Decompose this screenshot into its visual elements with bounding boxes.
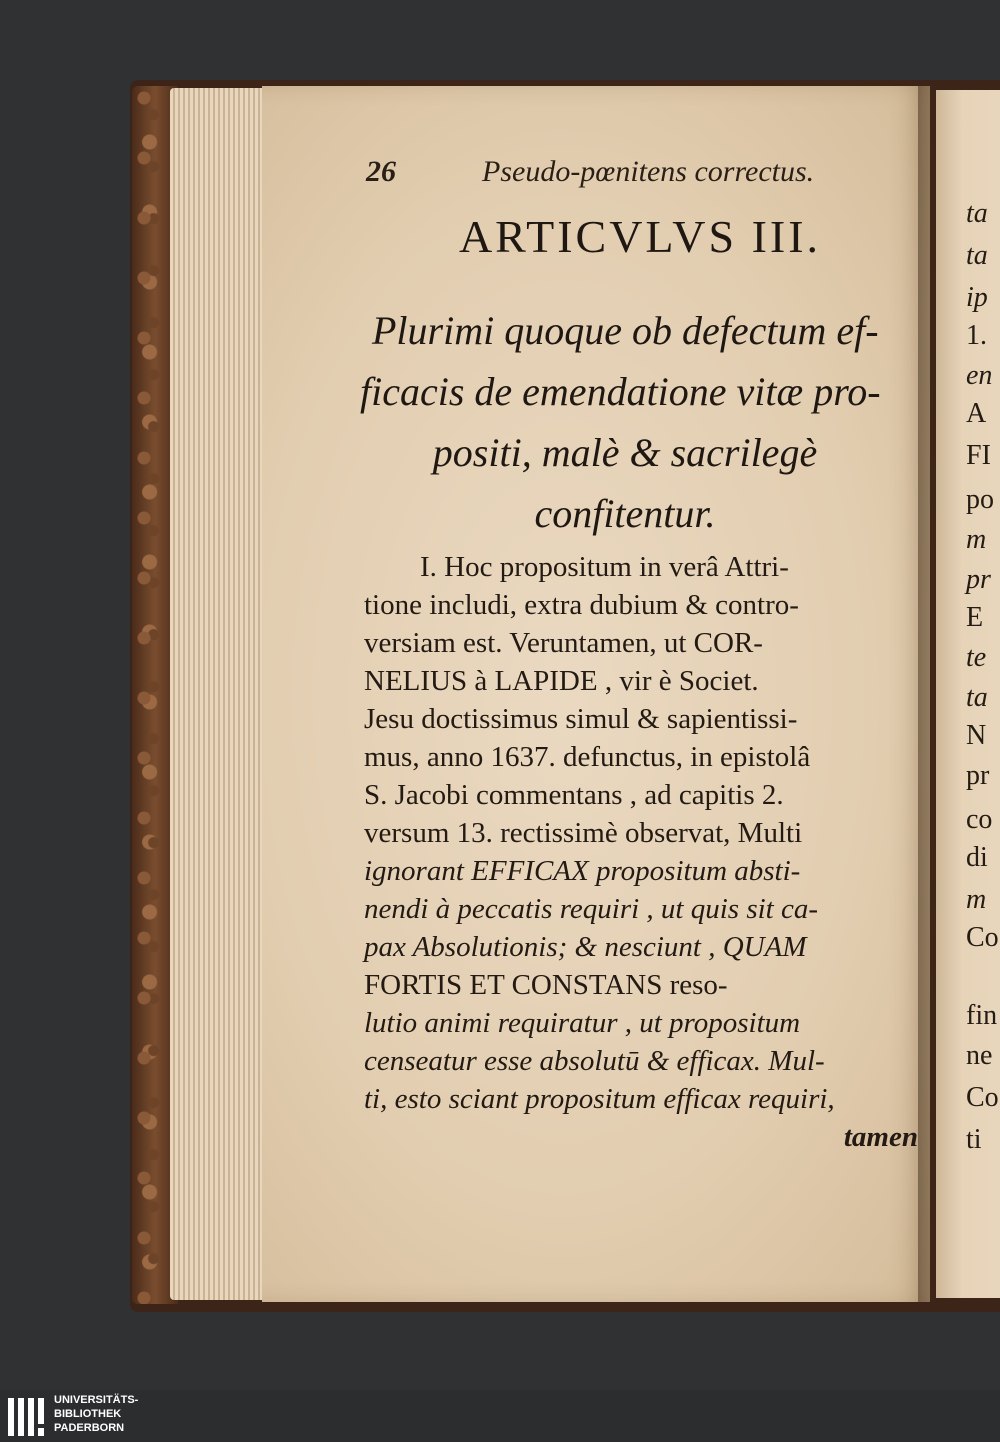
facing-page-fragment: A xyxy=(966,398,987,429)
text-line: S. Jacobi commentans , ad capitis 2. xyxy=(364,779,784,811)
facing-page-fragment: m xyxy=(966,524,987,555)
facing-page-fragment: pr xyxy=(966,760,990,791)
facing-page-fragment: FI xyxy=(966,440,991,471)
facing-page-fragment: N xyxy=(966,720,987,751)
page-number: 26 xyxy=(366,155,396,188)
facing-page-fragment: di xyxy=(966,842,988,873)
page-stack xyxy=(170,88,270,1300)
body-text xyxy=(364,548,926,1156)
facing-page-fragment: ti xyxy=(966,1124,982,1155)
summary-line: confitentur. xyxy=(534,491,716,536)
summary-line: ficacis de emendatione vitæ pro- xyxy=(360,369,881,414)
facing-page-fragment: co xyxy=(966,804,993,835)
text-line: versum 13. rectissimè observat, Multi xyxy=(364,817,803,849)
facing-page-fragment: pr xyxy=(966,564,991,595)
facing-page-fragment: Co xyxy=(966,922,999,953)
page-header xyxy=(366,155,886,195)
text-line: Jesu doctissimus simul & sapientissi- xyxy=(364,703,798,735)
article-summary xyxy=(360,300,920,544)
article-heading: ARTICVLVS III. xyxy=(458,211,822,262)
text-line: tione includi, extra dubium & contro- xyxy=(364,589,799,621)
summary-line: Plurimi quoque ob defectum ef- xyxy=(372,308,879,353)
text-line: versiam est. Veruntamen, ut COR- xyxy=(364,627,763,659)
facing-page-fragment: ip xyxy=(966,282,988,313)
facing-page-fragment: po xyxy=(966,484,994,515)
facing-page-fragment: te xyxy=(966,642,987,673)
facing-page-fragment: en xyxy=(966,360,993,391)
facing-page-fragment: 1. xyxy=(966,320,987,351)
text-line: NELIUS à LAPIDE , vir è Societ. xyxy=(364,665,759,697)
facing-page-fragment: ta xyxy=(966,240,988,271)
facing-page-fragment: E xyxy=(966,602,984,633)
facing-page-fragment: ta xyxy=(966,682,988,713)
library-logo-icon xyxy=(6,1396,46,1438)
running-title: Pseudo-pœnitens correctus. xyxy=(482,155,815,188)
text-line: I. Hoc propositum in verâ Attri- xyxy=(420,551,789,583)
facing-page-fragment: ne xyxy=(966,1040,993,1071)
library-logo-text xyxy=(54,1393,138,1435)
text-line: ignorant EFFICAX propositum absti- xyxy=(364,855,801,887)
text-line: ti, esto sciant propositum efficax requiri, xyxy=(364,1083,835,1115)
catchword: tamen xyxy=(843,1121,918,1153)
facing-page-fragment: m xyxy=(966,884,987,915)
logo-line: UNIVERSITÄTS- xyxy=(54,1394,139,1406)
logo-line: BIBLIOTHEK xyxy=(54,1408,122,1420)
logo-line: PADERBORN xyxy=(54,1422,125,1434)
facing-page-fragment: fin xyxy=(966,1000,998,1031)
facing-page-fragment: ta xyxy=(966,198,988,229)
facing-page-fragment: Co xyxy=(966,1082,999,1113)
text-line: mus, anno 1637. defunctus, in epistolâ xyxy=(364,741,811,773)
text-line: censeatur esse absolutū & efficax. Mul- xyxy=(364,1045,825,1077)
footer-bar xyxy=(0,1390,1000,1442)
text-line: nendi à peccatis requiri , ut quis sit ca- xyxy=(364,893,819,925)
summary-line: positi, malè & sacrilegè xyxy=(432,430,818,475)
text-line: pax Absolutionis; & nesciunt , QUAM xyxy=(364,931,807,963)
text-line: lutio animi requiratur , ut propositum xyxy=(364,1007,801,1039)
text-line: FORTIS ET CONSTANS reso- xyxy=(364,969,728,1001)
